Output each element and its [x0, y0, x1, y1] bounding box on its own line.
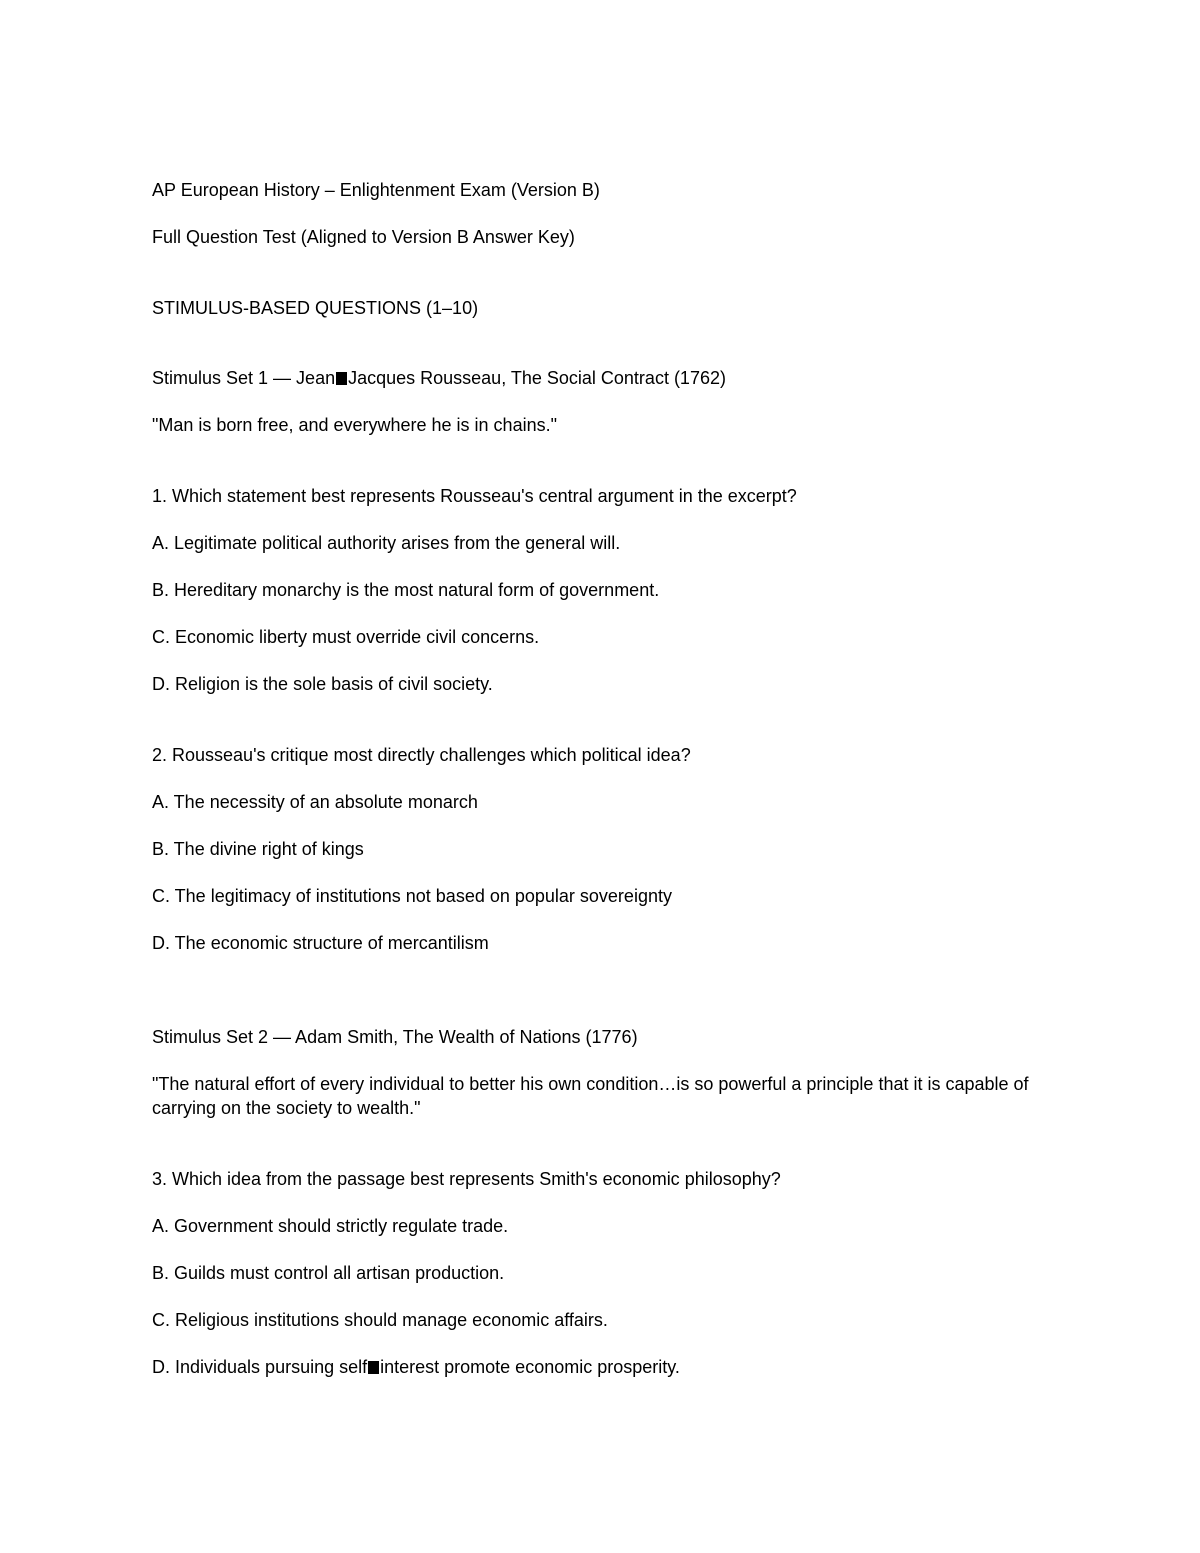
question-1-option-a: A. Legitimate political authority arises from the general will.: [152, 533, 621, 553]
stimulus-set-1-quote: "Man is born free, and everywhere he is in chains.": [152, 415, 557, 435]
question-2-option-a: A. The necessity of an absolute monarch: [152, 792, 478, 812]
question-3-option-d: [152, 1355, 680, 1379]
stimulus-set-2-quote: "The natural effort of every individual to better his own condition…is so powerful a principle that it is capable of carrying on the society to wealth.": [152, 1074, 1029, 1118]
stimulus-set-2-heading: Stimulus Set 2 — Adam Smith, The Wealth of Nations (1776): [152, 1027, 638, 1047]
section-heading: STIMULUS-BASED QUESTIONS (1–10): [152, 298, 479, 318]
question-3: 3. Which idea from the passage best represents Smith's economic philosophy?: [152, 1169, 781, 1189]
question-2-option-d: D. The economic structure of mercantilism: [152, 933, 489, 953]
question-3-option-c: C. Religious institutions should manage economic affairs.: [152, 1310, 608, 1330]
stimulus-set-1-heading: [152, 366, 726, 390]
exam-title: AP European History – Enlightenment Exam (Version B): [152, 180, 600, 200]
question-1: 1. Which statement best represents Rousseau's central argument in the excerpt?: [152, 486, 797, 506]
question-2-option-b: B. The divine right of kings: [152, 839, 364, 859]
question-3-option-a: A. Government should strictly regulate trade.: [152, 1216, 509, 1236]
heading-part: Jacques Rousseau, The Social Contract (1762): [348, 368, 726, 388]
missing-glyph-icon: [336, 372, 347, 385]
question-3-option-b: B. Guilds must control all artisan production.: [152, 1263, 505, 1283]
missing-glyph-icon: [368, 1361, 379, 1374]
question-2-option-c: C. The legitimacy of institutions not based on popular sovereignty: [152, 886, 672, 906]
question-1-option-d: D. Religion is the sole basis of civil society.: [152, 674, 493, 694]
question-2: 2. Rousseau's critique most directly challenges which political idea?: [152, 745, 691, 765]
question-1-option-c: C. Economic liberty must override civil concerns.: [152, 627, 540, 647]
option-part: D. Individuals pursuing self: [152, 1357, 368, 1377]
question-1-option-b: B. Hereditary monarchy is the most natural form of government.: [152, 580, 660, 600]
option-part: interest promote economic prosperity.: [380, 1357, 680, 1377]
exam-subtitle: Full Question Test (Aligned to Version B Answer Key): [152, 227, 575, 247]
heading-part: Stimulus Set 1 — Jean: [152, 368, 336, 388]
